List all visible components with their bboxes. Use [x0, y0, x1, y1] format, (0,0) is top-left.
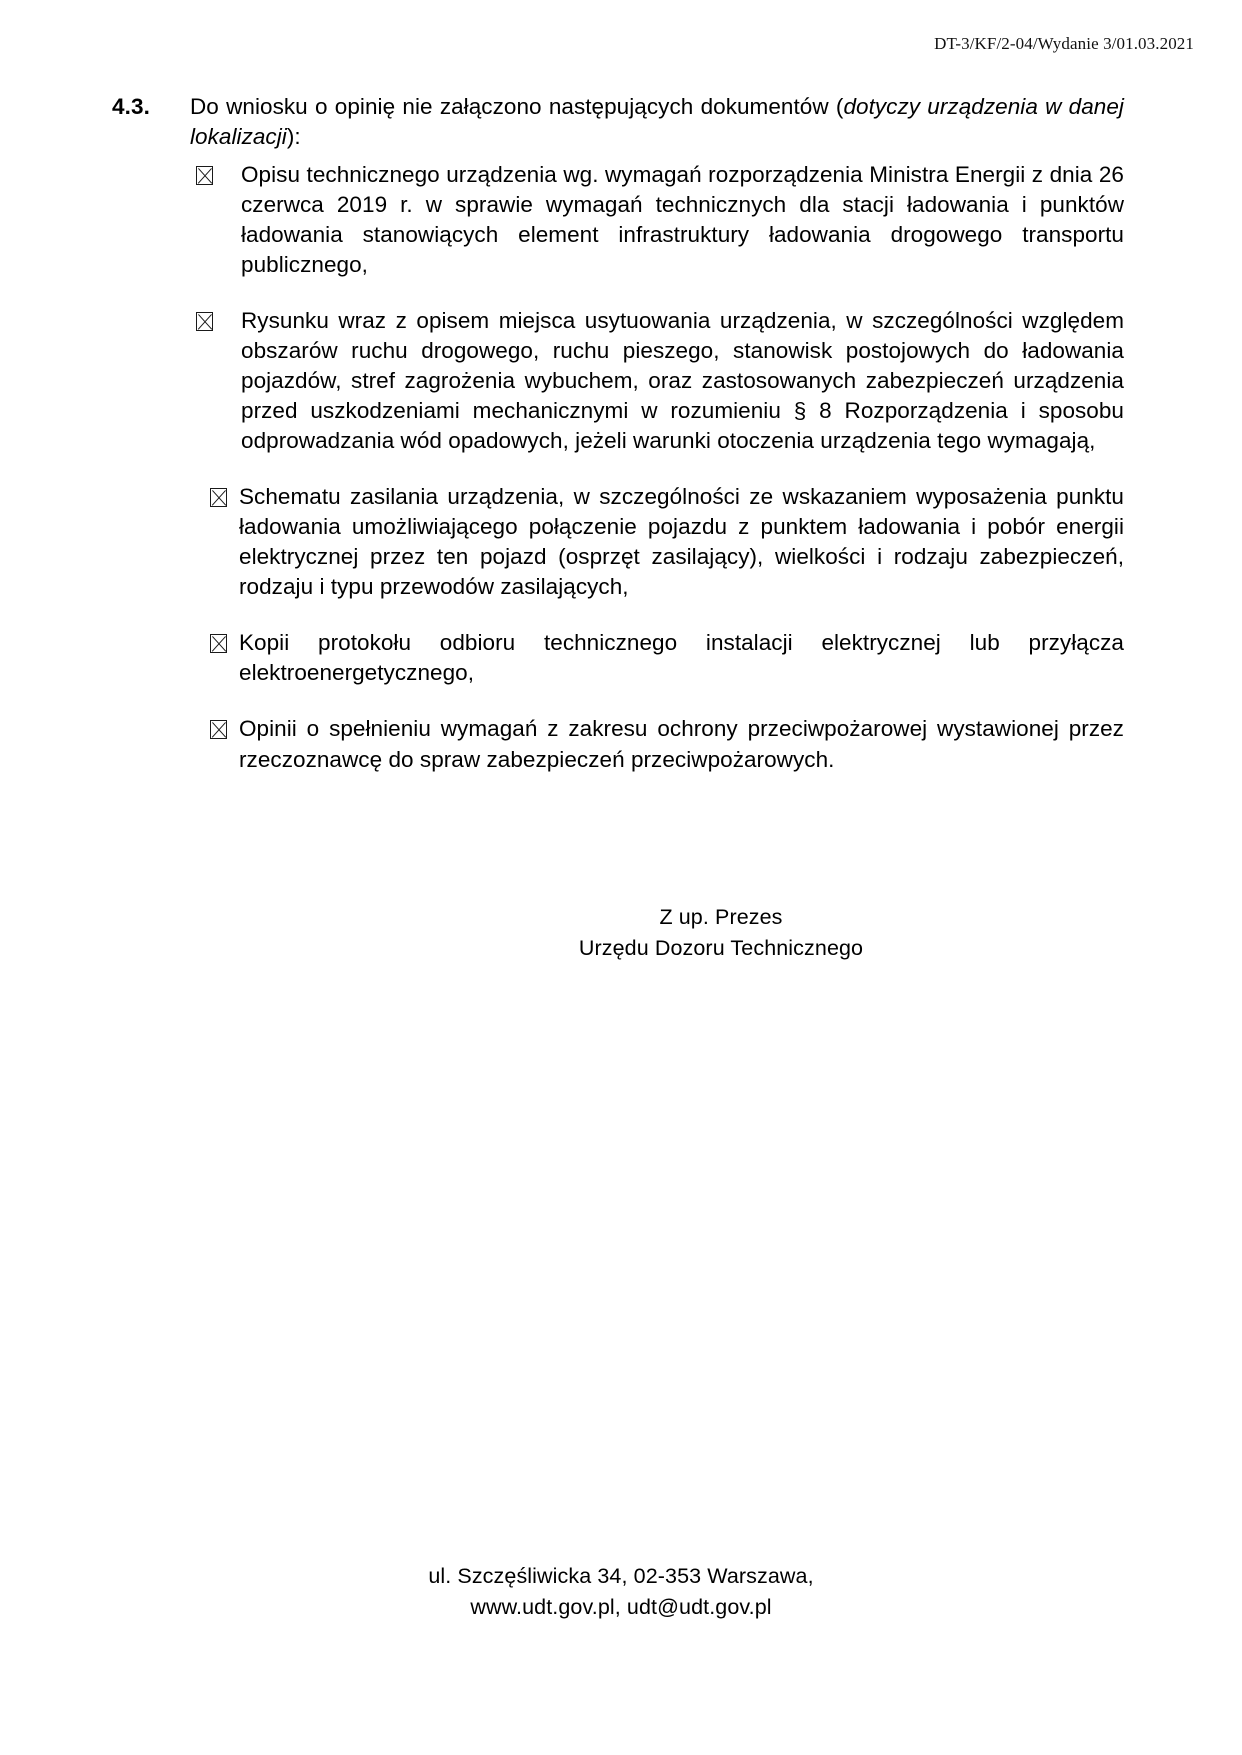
clause-text-italic: dotyczy urządzenia w danej lokalizacji — [190, 94, 1124, 149]
checked-box-icon — [210, 720, 227, 739]
checked-box-icon — [210, 634, 227, 653]
footer-contact: www.udt.gov.pl, udt@udt.gov.pl — [470, 1594, 772, 1619]
signature-line-1: Z up. Prezes — [659, 905, 783, 929]
required-documents-list — [196, 160, 1124, 775]
list-item-label: Opinii o spełnieniu wymagań z zakresu ochrony przeciwpożarowej wystawionej przez rzeczoznawcę do spraw zabezpieczeń przeciwpożarowych. — [239, 716, 1124, 772]
signature-line-2: Urzędu Dozoru Technicznego — [578, 935, 864, 960]
clause-4-3 — [112, 92, 1124, 152]
list-item-label: Rysunku wraz z opisem miejsca usytuowania urządzenia, w szczególności względem obszarów ruchu drogowego, ruchu pieszego, stanowisk postojowych do ładowania pojazdów, stref zagrożenia wybuchem, oraz zastosowanych zabezpieczeń urządzenia przed uszkodzeniami mechanicznymi w rozumieniu § 8 Rozporządzenia i sposobu odprowadzania wód opadowych, jeżeli warunki otoczenia urządzenia tego wymagają, — [241, 308, 1124, 454]
list-item-label: Schematu zasilania urządzenia, w szczególności ze wskazaniem wyposażenia punktu ładowania umożliwiającego połączenie pojazdu z punktem ładowania i pobór energii elektrycznej przez ten pojazd (osprzęt zasilający), wielkości i rodzaju zabezpieczeń, rodzaju i typu przewodów zasilających, — [239, 484, 1124, 600]
checked-box-icon — [210, 488, 227, 507]
list-item — [196, 160, 1124, 280]
signature-inner — [579, 902, 863, 963]
checked-box-icon — [196, 312, 213, 331]
signature-block — [0, 902, 1242, 963]
clause-text-before: Do wniosku o opinię nie załączono następujących dokumentów ( — [190, 94, 844, 119]
list-item — [196, 628, 1124, 688]
clause-text-after: ): — [286, 123, 301, 149]
clause-number: 4.3. — [112, 94, 150, 119]
checked-box-icon — [196, 166, 213, 185]
list-item-label: Opisu technicznego urządzenia wg. wymagań rozporządzenia Ministra Energii z dnia 26 czerwca 2019 r. w sprawie wymagań technicznych dla stacji ładowania i punktów ładowania stanowiących element infrastruktury ładowania drogowego transportu publicznego, — [241, 162, 1124, 278]
document-code-header: DT-3/KF/2-04/Wydanie 3/01.03.2021 — [934, 34, 1194, 53]
page-footer — [0, 1561, 1242, 1623]
clause-body — [190, 92, 1124, 152]
list-item — [196, 482, 1124, 602]
list-item — [196, 714, 1124, 774]
list-item — [196, 306, 1124, 456]
footer-address: ul. Szczęśliwicka 34, 02-353 Warszawa, — [428, 1563, 814, 1588]
list-item-label: Kopii protokołu odbioru technicznego instalacji elektrycznej lub przyłącza elektroenergetycznego, — [239, 630, 1124, 686]
